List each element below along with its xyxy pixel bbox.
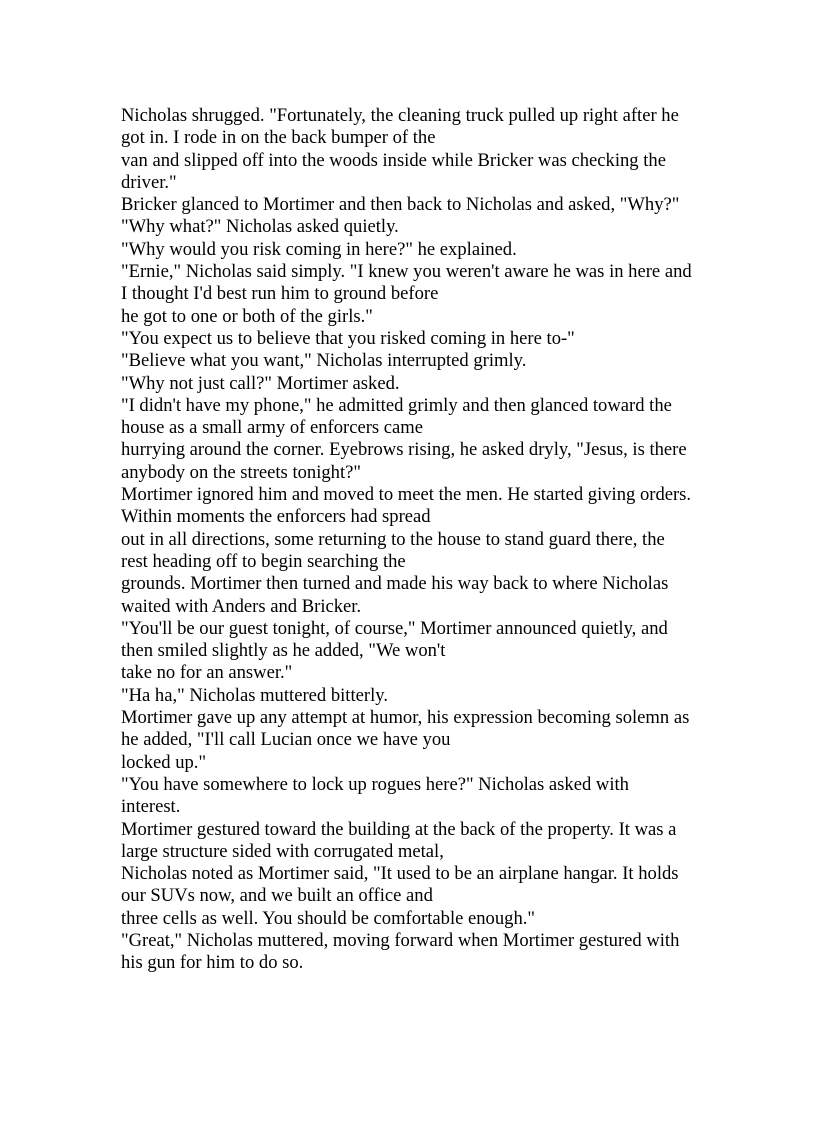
text-line: house as a small army of enforcers came <box>121 417 424 439</box>
text-line: Nicholas noted as Mortimer said, "It used to be an airplane hangar. It holds <box>121 863 679 885</box>
document-page <box>121 105 711 975</box>
text-line: "Ernie," Nicholas said simply. "I knew you weren't aware he was in here and <box>121 261 692 283</box>
text-line: Nicholas shrugged. "Fortunately, the cleaning truck pulled up right after he <box>121 105 679 126</box>
text-line: he got to one or both of the girls." <box>121 305 373 327</box>
text-line: hurrying around the corner. Eyebrows rising, he asked dryly, "Jesus, is there <box>121 439 687 461</box>
text-line: out in all directions, some returning to the house to stand guard there, the <box>121 528 665 550</box>
text-line: "You'll be our guest tonight, of course," Mortimer announced quietly, and <box>121 617 668 639</box>
text-line: I thought I'd best run him to ground before <box>121 283 439 305</box>
text-line: "Ha ha," Nicholas muttered bitterly. <box>121 684 388 706</box>
text-line: take no for an answer." <box>121 662 293 684</box>
text-line: three cells as well. You should be comfortable enough." <box>121 907 535 929</box>
text-line: then smiled slightly as he added, "We won't <box>121 640 446 662</box>
text-line: "Why would you risk coming in here?" he explained. <box>121 238 517 260</box>
text-line: "Why what?" Nicholas asked quietly. <box>121 216 399 238</box>
text-line: his gun for him to do so. <box>121 952 304 974</box>
text-line: grounds. Mortimer then turned and made his way back to where Nicholas <box>121 573 669 595</box>
text-line: Mortimer gestured toward the building at the back of the property. It was a <box>121 818 677 840</box>
text-line: got in. I rode in on the back bumper of the <box>121 127 436 149</box>
text-line: "I didn't have my phone," he admitted grimly and then glanced toward the <box>121 394 672 416</box>
text-line: Within moments the enforcers had spread <box>121 506 431 528</box>
text-line: "You expect us to believe that you risked coming in here to-" <box>121 327 575 349</box>
text-line: "Great," Nicholas muttered, moving forward when Mortimer gestured with <box>121 929 680 951</box>
text-line: locked up." <box>121 751 207 773</box>
text-line: Mortimer ignored him and moved to meet the men. He started giving orders. <box>121 484 692 506</box>
text-line: "Why not just call?" Mortimer asked. <box>121 372 400 394</box>
text-line: Bricker glanced to Mortimer and then back to Nicholas and asked, "Why?" <box>121 194 680 216</box>
text-line: anybody on the streets tonight?" <box>121 461 361 483</box>
text-line: Mortimer gave up any attempt at humor, his expression becoming solemn as <box>121 707 690 729</box>
text-line: large structure sided with corrugated metal, <box>121 840 444 862</box>
text-line: "You have somewhere to lock up rogues here?" Nicholas asked with <box>121 773 629 795</box>
text-line: van and slipped off into the woods inside while Bricker was checking the <box>121 149 666 171</box>
text-line: waited with Anders and Bricker. <box>121 595 362 617</box>
text-line: he added, "I'll call Lucian once we have you <box>121 729 451 751</box>
text-line: interest. <box>121 796 181 818</box>
text-line: rest heading off to begin searching the <box>121 550 406 572</box>
text-line: our SUVs now, and we built an office and <box>121 885 433 907</box>
text-line: driver." <box>121 171 177 193</box>
text-line: "Believe what you want," Nicholas interrupted grimly. <box>121 350 527 372</box>
